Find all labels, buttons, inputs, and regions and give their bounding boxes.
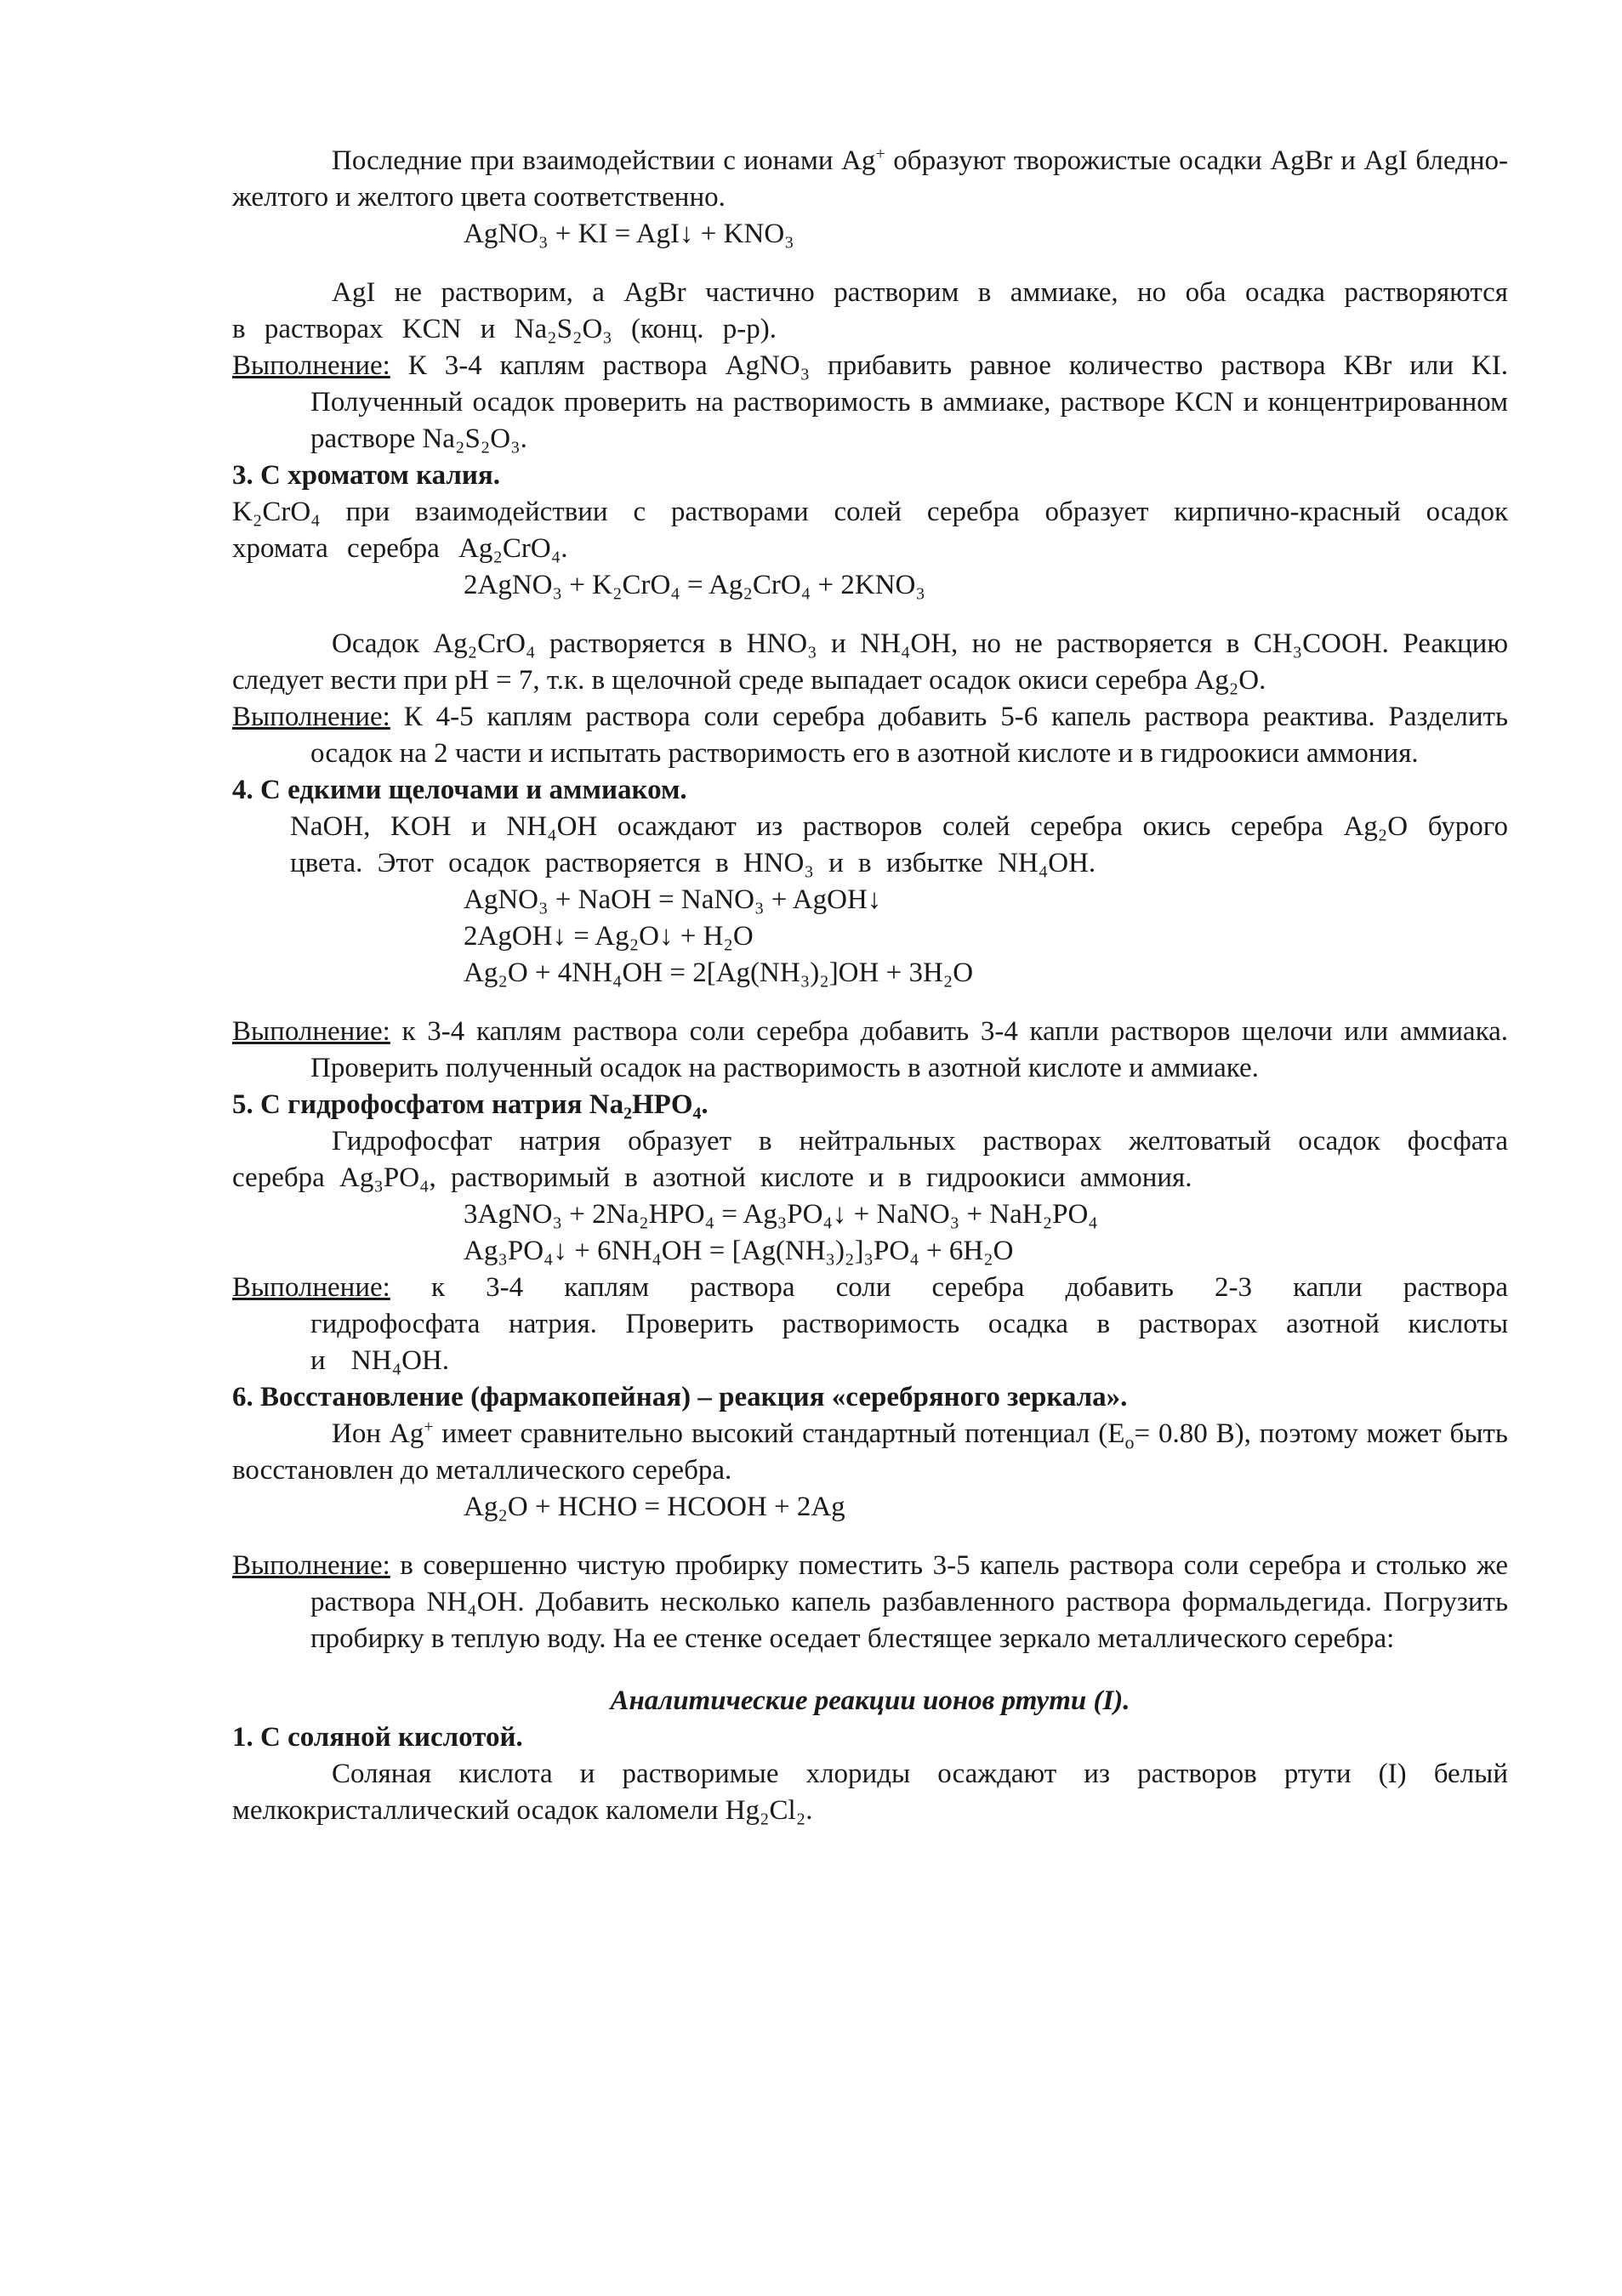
page-text-column bbox=[232, 143, 1508, 1829]
paragraph-silver-mirror bbox=[232, 1416, 1508, 1489]
superscript-charge: + bbox=[875, 145, 885, 163]
text-segment: Последние при взаимодействии с ионами Ag bbox=[332, 145, 876, 176]
equation-phosphate-precipitate: 3AgNO₃ + 2Na₂HPO₄ = Ag₃PO₄↓ + NaNO₃ + NaH₂PO₄ bbox=[464, 1199, 1098, 1230]
paragraph-phosphate: Гидрофосфат натрия образует в нейтральных растворах желтоватый осадок фосфата серебра Ag₃PO₄, растворимый в азотной кислоте и в гидроокиси аммония. bbox=[232, 1126, 1508, 1193]
equation-silver-mirror: Ag₂O + HCHO = HCOOH + 2Ag bbox=[464, 1492, 845, 1522]
equation-chromate: 2AgNO₃ + K₂CrO₄ = Ag₂CrO₄ + 2KNO₃ bbox=[464, 570, 925, 600]
procedure-phosphate bbox=[232, 1270, 1508, 1379]
text-segment: образуют творожистые осадки AgBr и AgI бледно-желтого и желтого цвета соответственно. bbox=[232, 145, 1508, 213]
heading-phosphate: 5. С гидрофосфатом натрия Na₂HPO₄. bbox=[232, 1089, 709, 1120]
paragraph-alkalis: NaOH, KOH и NH₄OH осаждают из растворов солей серебра окись серебра Ag₂O бурого цвета. Этот осадок растворяется в HNO₃ и в избытке NH₄OH. bbox=[290, 811, 1508, 878]
equation-phosphate-dissolve: Ag₃PO₄↓ + 6NH₄OH = [Ag(NH₃)₂]₃PO₄ + 6H₂O bbox=[464, 1236, 1014, 1266]
equation-agoh: AgNO₃ + NaOH = NaNO₃ + AgOH↓ bbox=[464, 884, 882, 915]
procedure-label: Выполнение: bbox=[232, 1550, 390, 1581]
procedure-label: Выполнение: bbox=[232, 1272, 390, 1303]
heading-chromate: 3. С хроматом калия. bbox=[232, 460, 501, 491]
procedure-halides bbox=[232, 348, 1508, 457]
procedure-label: Выполнение: bbox=[232, 350, 390, 381]
heading-silver-mirror: 6. Восстановление (фармакопейная) – реакция «серебряного зеркала». bbox=[232, 1382, 1128, 1412]
procedure-label: Выполнение: bbox=[232, 1016, 390, 1047]
text-segment: имеет сравнительно высокий стандартный потенциал (E bbox=[433, 1418, 1125, 1449]
section-title-mercury: Аналитические реакции ионов ртути (I). bbox=[610, 1685, 1130, 1716]
text-segment: = 0.80 В), поэтому может быть восстановлен до металлического серебра. bbox=[232, 1418, 1508, 1486]
procedure-text: К 4-5 каплям раствора соли серебра добавить 5-6 капель раствора реактива. Разделить осадок на 2 части и испытать растворимость его в азотной кислоте и в гидроокиси аммония. bbox=[310, 702, 1508, 769]
procedure-text: к 3-4 каплям раствора соли серебра добавить 3-4 капли растворов щелочи или аммиака. Проверить полученный осадок на растворимость в азотной кислоте и аммиаке. bbox=[310, 1016, 1508, 1083]
procedure-chromate bbox=[232, 699, 1508, 772]
paragraph-chromate: K₂CrO₄ при взаимодействии с растворами солей серебра образует кирпично-красный осадок хромата серебра Ag₂CrO₄. bbox=[232, 497, 1508, 564]
procedure-text: К 3-4 каплям раствора AgNO₃ прибавить равное количество раствора KBr или KI. Полученный осадок проверить на растворимость в аммиаке, растворе KCN и концентрированном растворе Na₂S₂O₃. bbox=[310, 350, 1508, 454]
equation-agi: AgNO₃ + KI = AgI↓ + KNO₃ bbox=[464, 219, 794, 249]
subscript-potential: o bbox=[1124, 1431, 1135, 1453]
superscript-charge: + bbox=[424, 1418, 434, 1436]
heading-hydrochloric-acid: 1. С соляной кислотой. bbox=[232, 1722, 523, 1753]
text-segment: Ион Ag bbox=[332, 1418, 424, 1449]
heading-alkalis: 4. С едкими щелочами и аммиаком. bbox=[232, 775, 687, 805]
procedure-text: к 3-4 каплям раствора соли серебра добавить 2-3 капли раствора гидрофосфата натрия. Проверить растворимость осадка в растворах азотной кислоты и NH₄OH. bbox=[310, 1272, 1508, 1376]
procedure-alkalis bbox=[232, 1014, 1508, 1087]
paragraph-calomel: Соляная кислота и растворимые хлориды осаждают из растворов ртути (I) белый мелкокристаллический осадок каломели Hg₂Cl₂. bbox=[232, 1759, 1508, 1826]
procedure-text: в совершенно чистую пробирку поместить 3-5 капель раствора соли серебра и столько же раствора NH₄OH. Добавить несколько капель разбавленного раствора формальдегида. Погрузить пробирку в теплую воду. На ее стенке оседает блестящее зеркало металлического серебра: bbox=[310, 1550, 1508, 1654]
paragraph-chromate-solubility: Осадок Ag₂CrO₄ растворяется в HNO₃ и NH₄OH, но не растворяется в CH₃COOH. Реакцию следует вести при pH = 7, т.к. в щелочной среде выпадает осадок окиси серебра Ag₂O. bbox=[232, 628, 1508, 696]
equation-ag2o: 2AgOH↓ = Ag₂O↓ + H₂O bbox=[464, 921, 754, 952]
paragraph-agi-solubility: AgI не растворим, а AgBr частично растворим в аммиаке, но оба осадка растворяются в растворах KCN и Na₂S₂O₃ (конц. р-р). bbox=[232, 277, 1508, 344]
equation-ammonia-complex: Ag₂O + 4NH₄OH = 2[Ag(NH₃)₂]OH + 3H₂O bbox=[464, 958, 974, 988]
procedure-silver-mirror bbox=[232, 1548, 1508, 1657]
paragraph-halide-precipitates bbox=[232, 143, 1508, 216]
procedure-label: Выполнение: bbox=[232, 702, 390, 732]
